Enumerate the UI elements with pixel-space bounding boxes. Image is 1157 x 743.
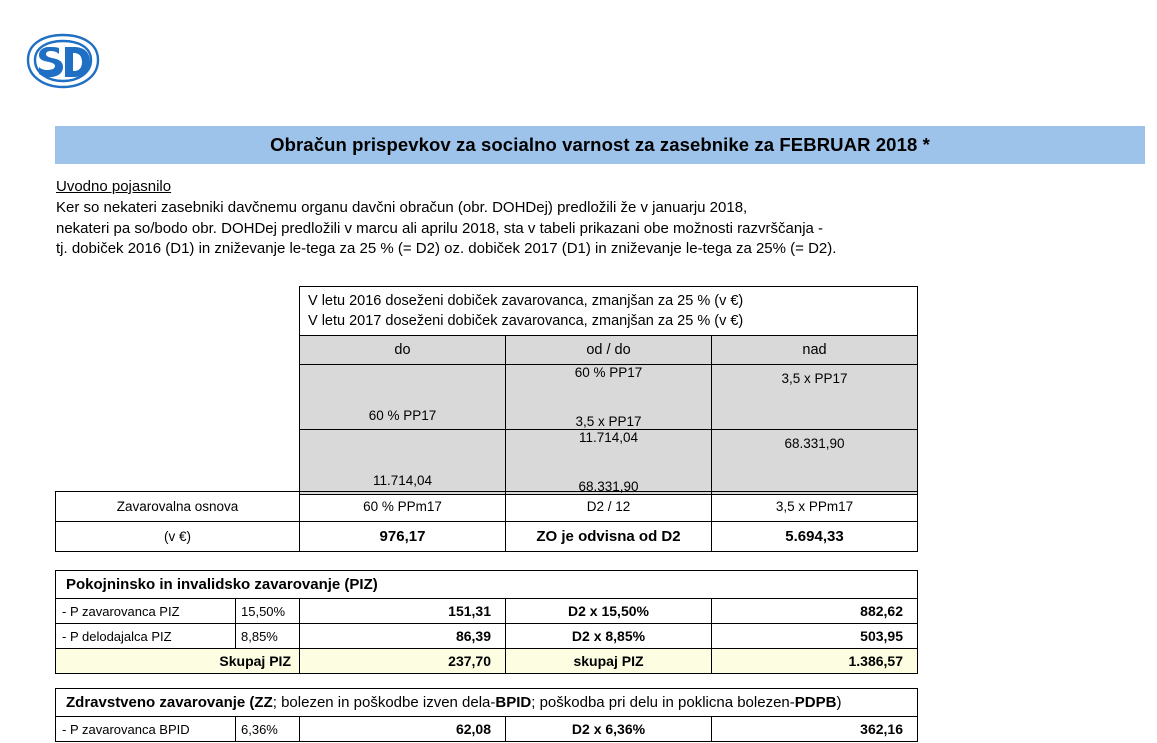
sd-logo: [18, 30, 108, 92]
piz-row-1-amount-nad: 503,95: [712, 624, 918, 649]
piz-section-table: [55, 570, 918, 674]
intro-line-2: nekateri pa so/bodo obr. DOHDej predložili v marcu ali aprilu 2018, sta v tabeli prikazani obe možnosti razvrščanja -: [56, 219, 824, 237]
piz-row-0-amount-do: 151,31: [300, 599, 506, 624]
profit-col-do: do: [300, 336, 506, 365]
zz-title-part-mid2: ; poškodba pri delu in poklicna bolezen-: [531, 694, 795, 711]
profit-pp-od-do-bottom: 3,5 x PP17: [575, 414, 642, 429]
table-row-total: [56, 649, 918, 674]
zz-title-part-mid: ; bolezen in poškodbe izven dela-: [272, 694, 496, 711]
table-row: [56, 689, 918, 717]
zz-row-0-rate: 6,36%: [236, 717, 300, 742]
profit-pp-od-do-top: 60 % PP17: [574, 365, 643, 380]
zz-title-part-bpid: BPID: [495, 694, 532, 711]
table-row: [56, 599, 918, 624]
piz-row-0-label: - P zavarovanca PIZ: [56, 599, 236, 624]
zz-title-part-pdpb: PDPB: [794, 694, 837, 711]
base-formula-do: 60 % PPm17: [300, 492, 506, 522]
zz-row-0-amount-do: 62,08: [300, 717, 506, 742]
profit-pp-nad: 3,5 x PP17: [712, 365, 918, 430]
zz-row-0-label: - P zavarovanca BPID: [56, 717, 236, 742]
profit-value-nad: 68.331,90: [712, 430, 918, 495]
page-title-banner: [55, 126, 1145, 164]
profit-header-line-2: V letu 2017 doseženi dobiček zavarovanca, zmanjšan za 25 % (v €): [308, 313, 744, 329]
zz-title-part-main: Zdravstveno zavarovanje (: [66, 694, 255, 711]
profit-header-line-1: V letu 2016 doseženi dobiček zavarovanca, zmanjšan za 25 % (v €): [308, 293, 744, 309]
piz-row-1-rate: 8,85%: [236, 624, 300, 649]
piz-total-amount-nad: 1.386,57: [712, 649, 918, 674]
profit-col-nad: nad: [712, 336, 918, 365]
table-row: [56, 717, 918, 742]
base-value-do: 976,17: [300, 522, 506, 552]
piz-section-title: Pokojninsko in invalidsko zavarovanje (PIZ): [56, 571, 918, 599]
table-row: [300, 365, 918, 430]
zz-row-0-formula: D2 x 6,36%: [506, 717, 712, 742]
zz-title-part-end: ): [836, 694, 842, 711]
piz-row-0-rate: 15,50%: [236, 599, 300, 624]
profit-value-od-do: [506, 430, 712, 495]
profit-value-do: 11.714,04: [300, 430, 506, 495]
piz-row-1-formula: D2 x 8,85%: [506, 624, 712, 649]
piz-row-0-amount-nad: 882,62: [712, 599, 918, 624]
table-row: [56, 624, 918, 649]
zz-section-title: [56, 689, 918, 717]
intro-line-3: tj. dobiček 2016 (D1) in zniževanje le-tega za 25 % (= D2) oz. dobiček 2017 (D1) in zniževanje le-tega za 25% (= D2).: [56, 240, 837, 257]
insurance-base-table: [55, 491, 918, 552]
table-row: [56, 571, 918, 599]
profit-col-od-do: od / do: [506, 336, 712, 365]
intro-block: [56, 178, 1146, 260]
zz-section-table: [55, 688, 918, 742]
table-row: [56, 522, 918, 552]
profit-bracket-table: [299, 286, 918, 495]
profit-pp-od-do: [506, 365, 712, 430]
piz-total-label: Skupaj PIZ: [56, 649, 300, 674]
profit-value-od-do-top: 11.714,04: [578, 430, 639, 445]
table-row: [300, 430, 918, 495]
zz-title-part-zz: ZZ: [254, 694, 273, 711]
base-formula-nad: 3,5 x PPm17: [712, 492, 918, 522]
intro-heading: Uvodno pojasnilo: [56, 178, 172, 195]
base-label-2: (v €): [56, 522, 300, 552]
piz-total-formula: skupaj PIZ: [506, 649, 712, 674]
base-label-1: Zavarovalna osnova: [56, 492, 300, 522]
table-row: [300, 287, 918, 336]
base-formula-od: D2 / 12: [506, 492, 712, 522]
base-value-od: ZO je odvisna od D2: [506, 522, 712, 552]
profit-table-header: [300, 287, 918, 336]
piz-row-1-label: - P delodajalca PIZ: [56, 624, 236, 649]
piz-total-amount-do: 237,70: [300, 649, 506, 674]
profit-value-od-do-bottom: 68.331,90: [578, 479, 639, 494]
profit-pp-do: 60 % PP17: [300, 365, 506, 430]
zz-row-0-amount-nad: 362,16: [712, 717, 918, 742]
piz-row-1-amount-do: 86,39: [300, 624, 506, 649]
piz-row-0-formula: D2 x 15,50%: [506, 599, 712, 624]
page-title: Obračun prispevkov za socialno varnost za zasebnike za FEBRUAR 2018 *: [270, 134, 930, 155]
base-value-nad: 5.694,33: [712, 522, 918, 552]
intro-line-1: Ker so nekateri zasebniki davčnemu organu davčni obračun (obr. DOHDej) predložili že v januarju 2018,: [56, 199, 748, 216]
table-row: [56, 492, 918, 522]
